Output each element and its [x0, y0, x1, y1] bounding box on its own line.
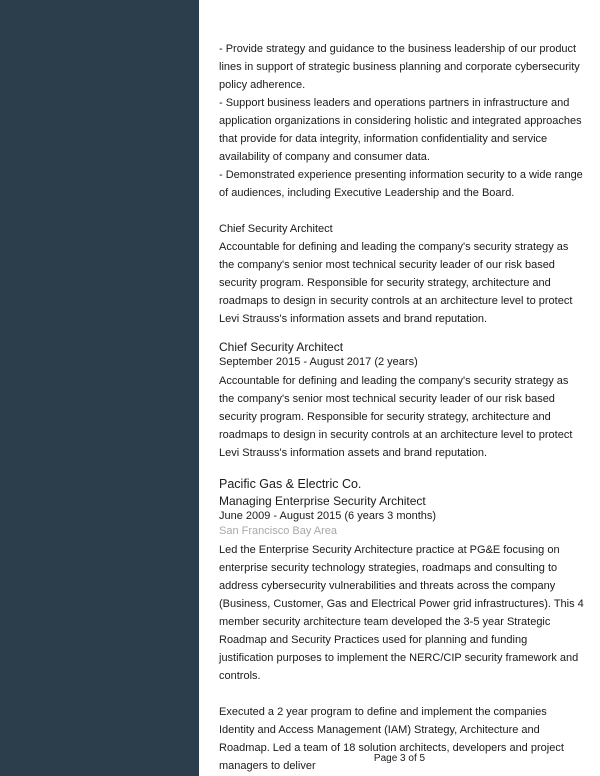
bullet-strategy-guidance: - Provide strategy and guidance to the business leadership of our product lines in support of strategic business planning and corporate cybersecurity policy adherence.: [219, 43, 580, 91]
role-a-title: Chief Security Architect: [219, 223, 333, 235]
position-location: San Francisco Bay Area: [219, 525, 338, 537]
bullet-support-business-leaders: - Support business leaders and operations partners in infrastructure and application organizations in considering holistic and integrated approaches that provide for data integrity, information confidentiality and service availability of company and consumer data.: [219, 97, 582, 163]
intro-bullets: [219, 40, 584, 202]
position-paragraph-1: Led the Enterprise Security Architecture practice at PG&E focusing on enterprise security technology strategies, roadmaps and consulting to address cybersecurity vulnerabilities and threats across the company (Business, Customer, Gas and Electrical Power grid infrastructures). This 4 member security architecture team developed the 3-5 year Strategic Roadmap and Security Practices used for planning and funding justification purposes to implement the NERC/CIP security framework and controls.: [219, 544, 584, 682]
position-paragraph-2: Executed a 2 year program to define and implement the companies Identity and Access Management (IAM) Strategy, Architecture and Roadmap. Led a team of 18 solution architects, developers and project managers to deliver: [219, 706, 564, 772]
role-b-description: Accountable for defining and leading the company's security strategy as the company's senior most technical security leader of our risk based security program. Responsible for security strategy, architecture and roadmaps to design in security controls at an architecture level to protect Levi Strauss's information assets and brand reputation.: [219, 375, 573, 459]
role-b-dates: September 2015 - August 2017 (2 years): [219, 356, 418, 368]
page-number: Page 3 of 5: [373, 753, 426, 764]
company-name: Pacific Gas & Electric Co.: [219, 477, 362, 491]
role-a-description: Accountable for defining and leading the company's security strategy as the company's senior most technical security leader of our risk based security program. Responsible for security strategy, architecture and roadmaps to design in security controls at an architecture level to protect Levi Strauss's information assets and brand reputation.: [219, 241, 573, 325]
sidebar-panel: [0, 0, 199, 776]
position-dates: June 2009 - August 2015 (6 years 3 months): [219, 510, 437, 522]
position-title: Managing Enterprise Security Architect: [219, 494, 426, 508]
role-a-section: [219, 220, 584, 328]
role-b-title: Chief Security Architect: [219, 340, 344, 354]
resume-content: [219, 40, 584, 775]
role-b-section: [219, 339, 584, 462]
bullet-presenting-experience: - Demonstrated experience presenting information security to a wide range of audiences, including Executive Leadership and the Board.: [219, 169, 583, 199]
position-pge-section: [219, 476, 584, 775]
